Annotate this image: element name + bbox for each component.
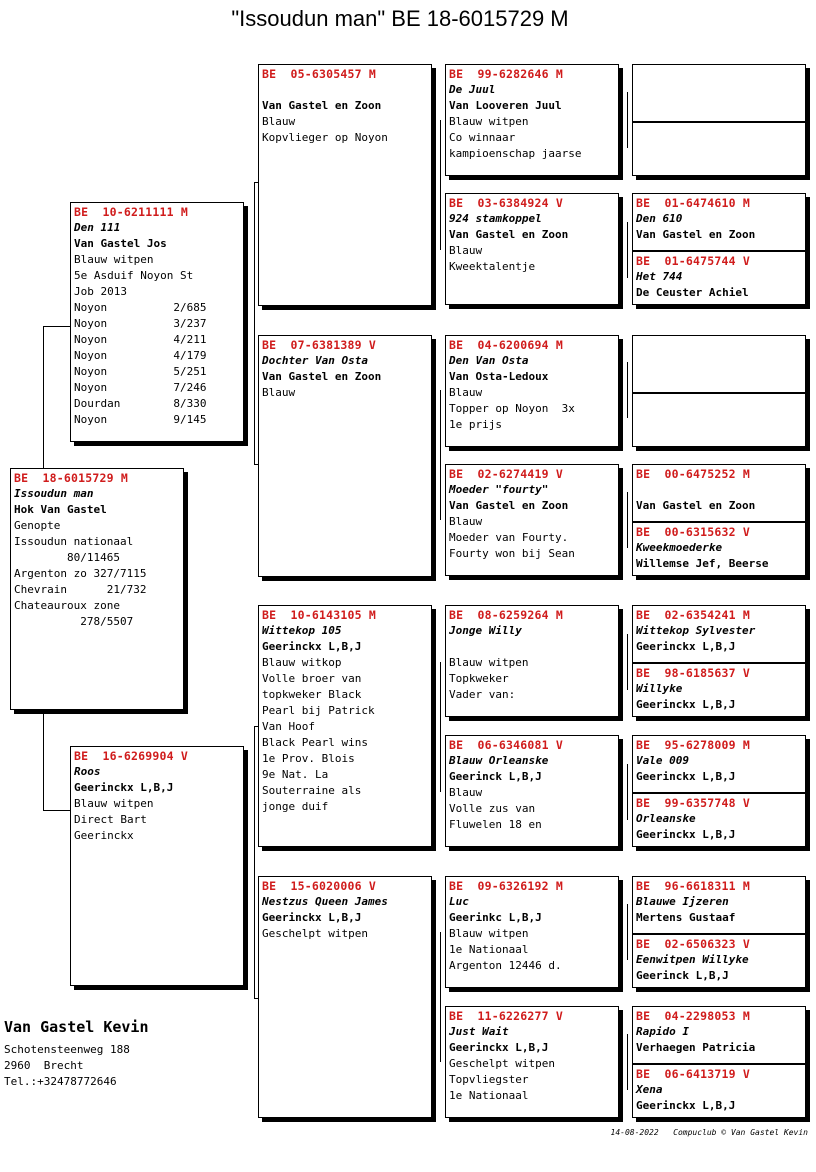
great-grandparent-card[interactable] [445, 335, 619, 447]
ancestor-dam[interactable] [633, 662, 805, 717]
grandparent-line: Van Hoof [262, 720, 315, 733]
great-grandparent-owner: Van Gastel en Zoon [449, 499, 569, 512]
father-line: Noyon 7/246 [74, 381, 207, 394]
great-grandparent-name: Luc [449, 895, 469, 908]
grandsire-maternal-card[interactable] [258, 605, 432, 847]
grandparent-name: Wittekop 105 [262, 624, 342, 637]
connector-line [440, 662, 441, 792]
connector-line [254, 182, 255, 464]
ancestor-ring: BE 02-6354241 M [636, 608, 750, 622]
ancestor-owner: Mertens Gustaaf [636, 911, 736, 924]
great-grandparent-name: Just Wait [449, 1025, 509, 1038]
great-grandparent-ring: BE 06-6346081 V [449, 738, 563, 752]
great-grandparent-line: Topvliegster [449, 1073, 529, 1086]
ancestor-name: Xena [636, 1083, 663, 1096]
great-grandparent-name: De Juul [449, 83, 496, 96]
great-grandparent-owner: Van Osta-Ledoux [449, 370, 549, 383]
grandparent-owner: Van Gastel en Zoon [262, 370, 382, 383]
father-name: Den 111 [74, 221, 121, 234]
ancestor-ring: BE 00-6315632 V [636, 525, 750, 539]
grandparent-line: Souterraine als [262, 784, 362, 797]
connector-line [43, 710, 44, 810]
father-owner: Van Gastel Jos [74, 237, 167, 250]
subject-line: Argenton zo 327/7115 [14, 567, 147, 580]
connector-line [43, 810, 70, 811]
ancestor-pair-card[interactable] [632, 193, 806, 305]
father-line: Blauw witpen [74, 253, 154, 266]
ancestor-ring: BE 01-6475744 V [636, 254, 750, 268]
ancestor-dam[interactable] [633, 392, 805, 447]
mother-card[interactable] [70, 746, 244, 986]
great-grandparent-ring: BE 08-6259264 M [449, 608, 563, 622]
great-grandparent-card[interactable] [445, 605, 619, 717]
subject-line: 80/11465 [14, 551, 120, 564]
father-line: Noyon 5/251 [74, 365, 207, 378]
great-grandparent-card[interactable] [445, 464, 619, 576]
father-line: Noyon 9/145 [74, 413, 207, 426]
ancestor-owner: Van Gastel en Zoon [636, 499, 756, 512]
father-line: Dourdan 8/330 [74, 397, 207, 410]
ancestor-name [636, 482, 802, 498]
ancestor-owner: Willemse Jef, Beerse [636, 557, 769, 570]
connector-line [254, 726, 255, 998]
connector-line [627, 764, 628, 820]
father-line: Job 2013 [74, 285, 127, 298]
great-grandparent-line: Blauw witpen [449, 115, 529, 128]
ancestor-owner: Geerinckx L,B,J [636, 640, 736, 653]
father-line: Noyon 2/685 [74, 301, 207, 314]
subject-line: Chateauroux zone [14, 599, 120, 612]
ancestor-name: Blauwe Ijzeren [636, 895, 729, 908]
ancestor-sire[interactable] [633, 194, 805, 250]
ancestor-pair-card[interactable] [632, 464, 806, 576]
great-grandparent-line: Topper op Noyon 3x [449, 402, 575, 415]
connector-line [440, 932, 441, 1062]
father-ring: BE 10-6211111 M [74, 205, 188, 219]
great-grandparent-card[interactable] [445, 1006, 619, 1118]
ancestor-owner: Verhaegen Patricia [636, 1041, 756, 1054]
ancestor-ring: BE 98-6185637 V [636, 666, 750, 680]
ancestor-ring: BE 99-6357748 V [636, 796, 750, 810]
great-grandparent-owner [449, 639, 615, 655]
connector-line [627, 362, 628, 418]
subject-line: Issoudun nationaal [14, 535, 134, 548]
great-grandparent-ring: BE 99-6282646 M [449, 67, 563, 81]
grandparent-line: Black Pearl wins [262, 736, 368, 749]
mother-line: Direct Bart [74, 813, 147, 826]
connector-line [43, 326, 44, 468]
ancestor-owner: De Ceuster Achiel [636, 286, 749, 299]
ancestor-pair-card[interactable] [632, 1006, 806, 1118]
ancestor-pair-card[interactable] [632, 335, 806, 447]
great-grandparent-ring: BE 11-6226277 V [449, 1009, 563, 1023]
mother-ring: BE 16-6269904 V [74, 749, 188, 763]
mother-owner: Geerinckx L,B,J [74, 781, 174, 794]
grandparent-owner: Van Gastel en Zoon [262, 99, 382, 112]
great-grandparent-line: Moeder van Fourty. [449, 531, 569, 544]
father-line: 5e Asduif Noyon St [74, 269, 194, 282]
ancestor-name: Willyke [636, 682, 683, 695]
great-grandparent-line: Volle zus van [449, 802, 536, 815]
grandparent-ring: BE 10-6143105 M [262, 608, 376, 622]
grandparent-name [262, 82, 428, 98]
grandparent-line: 9e Nat. La [262, 768, 329, 781]
ancestor-sire[interactable] [633, 1007, 805, 1063]
grandparent-line: Kopvlieger op Noyon [262, 131, 388, 144]
great-grandparent-line: Geschelpt witpen [449, 1057, 555, 1070]
ancestor-name: Vale 009 [636, 754, 689, 767]
ancestor-ring: BE 04-2298053 M [636, 1009, 750, 1023]
great-grandparent-line: Blauw witpen [449, 927, 529, 940]
great-grandparent-line: Fourty won bij Sean [449, 547, 575, 560]
ancestor-owner: Van Gastel en Zoon [636, 228, 756, 241]
grandparent-line: Blauw [262, 386, 296, 399]
mother-name: Roos [74, 765, 101, 778]
connector-line [627, 92, 628, 148]
great-grandparent-line: Blauw [449, 786, 483, 799]
connector-line [627, 634, 628, 690]
ancestor-owner: Geerinckx L,B,J [636, 698, 736, 711]
great-grandparent-line: Blauw [449, 244, 483, 257]
ancestor-owner: Geerinckx L,B,J [636, 770, 736, 783]
subject-name: Issoudun man [14, 487, 94, 500]
great-grandparent-ring: BE 09-6326192 M [449, 879, 563, 893]
breeder-street: Schotensteenweg 188 [4, 1043, 130, 1056]
ancestor-dam[interactable] [633, 121, 805, 176]
ancestor-name: Rapido I [636, 1025, 689, 1038]
grandparent-name: Dochter Van Osta [262, 354, 368, 367]
connector-line [627, 492, 628, 548]
ancestor-dam[interactable] [633, 1063, 805, 1118]
great-grandparent-card[interactable] [445, 193, 619, 305]
grandparent-owner: Geerinckx L,B,J [262, 640, 362, 653]
great-grandparent-card[interactable] [445, 64, 619, 176]
ancestor-ring: BE 02-6506323 V [636, 937, 750, 951]
ancestor-ring: BE 95-6278009 M [636, 738, 750, 752]
ancestor-owner: Geerinckx L,B,J [636, 1099, 736, 1112]
subject-line: 278/5507 [14, 615, 134, 628]
ancestor-dam[interactable] [633, 933, 805, 988]
ancestor-pair-card[interactable] [632, 64, 806, 176]
mother-line: Geerinckx [74, 829, 134, 842]
great-grandparent-card[interactable] [445, 735, 619, 847]
subject-ring: BE 18-6015729 M [14, 471, 128, 485]
great-grandparent-name: 924 stamkoppel [449, 212, 542, 225]
great-grandparent-line: Vader van: [449, 688, 516, 701]
page-title: "Issoudun man" BE 18-6015729 M [231, 6, 569, 31]
great-grandparent-line: Topkweker [449, 672, 509, 685]
grandparent-line: Volle broer van [262, 672, 362, 685]
grandparent-line: Blauw witkop [262, 656, 342, 669]
father-line: Noyon 4/211 [74, 333, 207, 346]
print-credits: 14-08-2022 Compuclub © Van Gastel Kevin [610, 1128, 808, 1137]
ancestor-name: Orleanske [636, 812, 696, 825]
great-grandparent-ring: BE 02-6274419 V [449, 467, 563, 481]
great-grandparent-line: Blauw witpen [449, 656, 529, 669]
subject-line: Genopte [14, 519, 61, 532]
ancestor-owner: Geerinck L,B,J [636, 969, 729, 982]
ancestor-name: Den 610 [636, 212, 683, 225]
great-grandparent-line: Argenton 12446 d. [449, 959, 562, 972]
ancestor-dam[interactable] [633, 521, 805, 576]
great-grandparent-line: 1e prijs [449, 418, 502, 431]
connector-line [440, 120, 441, 250]
great-grandparent-line: 1e Nationaal [449, 1089, 529, 1102]
grandsire-paternal-card[interactable] [258, 64, 432, 306]
grandparent-name: Nestzus Queen James [262, 895, 388, 908]
great-grandparent-line: Kweektalentje [449, 260, 536, 273]
subject-card[interactable] [10, 468, 184, 710]
great-grandparent-line: Blauw [449, 515, 483, 528]
grandparent-line: Blauw [262, 115, 296, 128]
ancestor-pair-card[interactable] [632, 605, 806, 717]
granddam-paternal-card[interactable] [258, 335, 432, 577]
great-grandparent-owner: Geerinck L,B,J [449, 770, 542, 783]
ancestor-ring: BE 01-6474610 M [636, 196, 750, 210]
connector-line [627, 1034, 628, 1090]
great-grandparent-line: 1e Nationaal [449, 943, 529, 956]
connector-line [627, 222, 628, 278]
connector-line [627, 904, 628, 960]
great-grandparent-name: Moeder "fourty" [449, 483, 549, 496]
ancestor-name: Kweekmoederke [636, 541, 723, 554]
ancestor-name: Het 744 [636, 270, 683, 283]
great-grandparent-line: kampioenschap jaarse [449, 147, 582, 160]
great-grandparent-name: Den Van Osta [449, 354, 529, 367]
great-grandparent-owner: Van Gastel en Zoon [449, 228, 569, 241]
ancestor-sire[interactable] [633, 606, 805, 662]
grandparent-line: 1e Prov. Blois [262, 752, 355, 765]
great-grandparent-line: Fluwelen 18 en [449, 818, 542, 831]
father-line: Noyon 3/237 [74, 317, 207, 330]
grandparent-ring: BE 05-6305457 M [262, 67, 376, 81]
ancestor-dam[interactable] [633, 250, 805, 305]
ancestor-ring: BE 06-6413719 V [636, 1067, 750, 1081]
father-card[interactable] [70, 202, 244, 442]
great-grandparent-owner: Van Looveren Juul [449, 99, 562, 112]
great-grandparent-name: Blauw Orleanske [449, 754, 549, 767]
great-grandparent-owner: Geerinckx L,B,J [449, 1041, 549, 1054]
granddam-maternal-card[interactable] [258, 876, 432, 1118]
ancestor-pair-card[interactable] [632, 735, 806, 847]
great-grandparent-card[interactable] [445, 876, 619, 988]
ancestor-sire[interactable] [633, 65, 805, 121]
ancestor-ring: BE 96-6618311 M [636, 879, 750, 893]
ancestor-owner: Geerinckx L,B,J [636, 828, 736, 841]
great-grandparent-line: Co winnaar [449, 131, 516, 144]
breeder-name: Van Gastel Kevin [4, 1018, 149, 1036]
connector-line [43, 326, 70, 327]
grandparent-ring: BE 15-6020006 V [262, 879, 376, 893]
ancestor-ring: BE 00-6475252 M [636, 467, 750, 481]
ancestor-sire[interactable] [633, 877, 805, 933]
great-grandparent-line: Blauw [449, 386, 483, 399]
mother-line: Blauw witpen [74, 797, 154, 810]
grandparent-owner: Geerinckx L,B,J [262, 911, 362, 924]
ancestor-sire[interactable] [633, 736, 805, 792]
grandparent-line: topkweker Black [262, 688, 362, 701]
subject-owner: Hok Van Gastel [14, 503, 107, 516]
great-grandparent-name: Jonge Willy [449, 624, 522, 637]
great-grandparent-ring: BE 04-6200694 M [449, 338, 563, 352]
father-line: Noyon 4/179 [74, 349, 207, 362]
ancestor-sire[interactable] [633, 465, 805, 521]
ancestor-name: Eenwitpen Willyke [636, 953, 749, 966]
grandparent-line: Geschelpt witpen [262, 927, 368, 940]
grandparent-ring: BE 07-6381389 V [262, 338, 376, 352]
grandparent-line: jonge duif [262, 800, 329, 813]
subject-line: Chevrain 21/732 [14, 583, 147, 596]
breeder-city: 2960 Brecht [4, 1059, 84, 1072]
great-grandparent-owner: Geerinkc L,B,J [449, 911, 542, 924]
ancestor-dam[interactable] [633, 792, 805, 847]
great-grandparent-ring: BE 03-6384924 V [449, 196, 563, 210]
ancestor-name: Wittekop Sylvester [636, 624, 756, 637]
breeder-phone: Tel.:+32478772646 [4, 1075, 117, 1088]
grandparent-line: Pearl bij Patrick [262, 704, 375, 717]
ancestor-sire[interactable] [633, 336, 805, 392]
connector-line [440, 390, 441, 520]
ancestor-pair-card[interactable] [632, 876, 806, 988]
